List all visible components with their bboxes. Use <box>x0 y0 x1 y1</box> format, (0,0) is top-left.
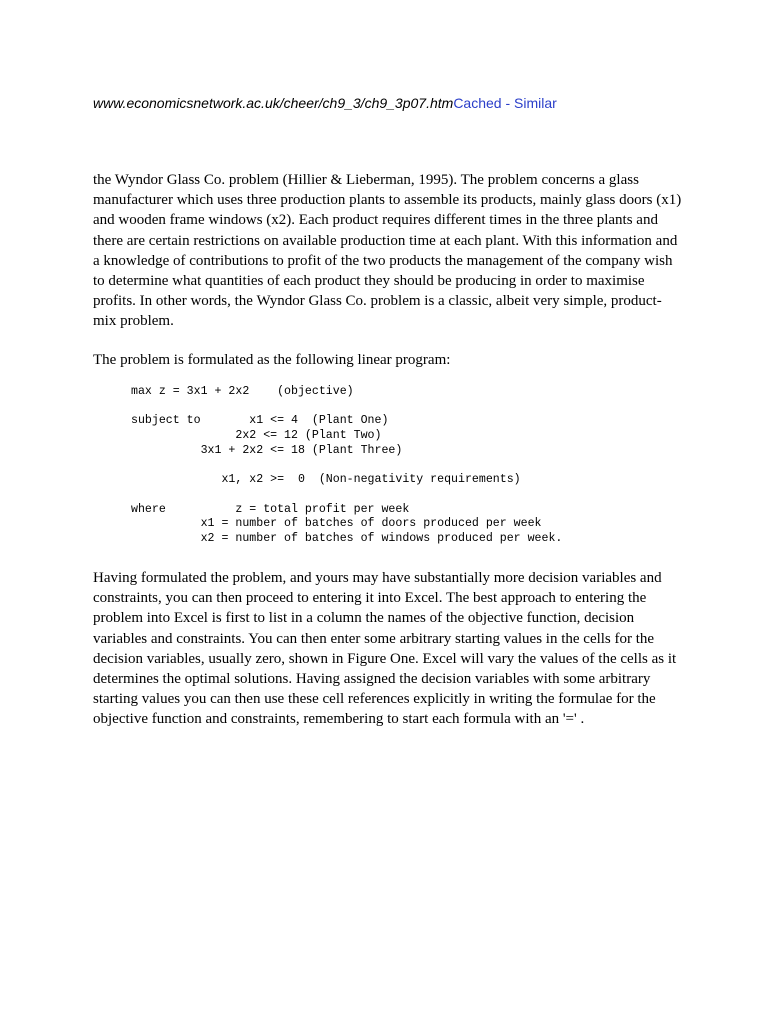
result-url: www.economicsnetwork.ac.uk/cheer/ch9_3/ch9_3p07.htm <box>93 95 454 111</box>
link-separator: - <box>501 95 515 111</box>
intro-paragraph: the Wyndor Glass Co. problem (Hillier & Lieberman, 1995). The problem concerns a glass manufacturer which uses three production plants to assemble its products, mainly glass doors (x1) and wooden frame windows (x2). Each product requires different times in the three plants and there are certain restrictions on available production time at each plant. With this information and a knowledge of contributions to profit of the two products the management of the company wish to determine what quantities of each product they should be producing in order to maximise profits. In other words, the Wyndor Glass Co. problem is a classic, albeit very simple, product-mix problem. <box>93 172 682 330</box>
cached-link[interactable]: Cached <box>453 95 502 111</box>
linear-program-block: max z = 3x1 + 2x2 (objective) subject to x1 <= 4 (Plant One) 2x2 <= 12 (Plant Two) 3x1 + 2x2 <= 18 (Plant Three) x1, x2 >= 0 (Non-negativity requirements) where z = total profit per week x1 = number of batches of doors produced per week x2 = number of batches of windows produced per week. <box>131 385 563 546</box>
similar-link[interactable]: Similar <box>514 95 557 111</box>
excel-paragraph: Having formulated the problem, and yours may have substantially more decision variables and constraints, you can then proceed to entering it into Excel. The best approach to entering the problem into Excel is first to list in a column the names of the objective function, decision variables and constraints. You can then enter some arbitrary starting values in the cells for the decision variables, usually zero, shown in Figure One. Excel will vary the values of the cells as it determines the optimal solutions. Having assigned the decision variables with some arbitrary starting values you can then use these cell references explicitly in writing the formulae for the objective function and constraints, remembering to start each formula with an '=' . <box>93 570 677 728</box>
search-result-url-line <box>93 94 557 112</box>
formulation-intro: The problem is formulated as the following linear program: <box>93 352 451 368</box>
